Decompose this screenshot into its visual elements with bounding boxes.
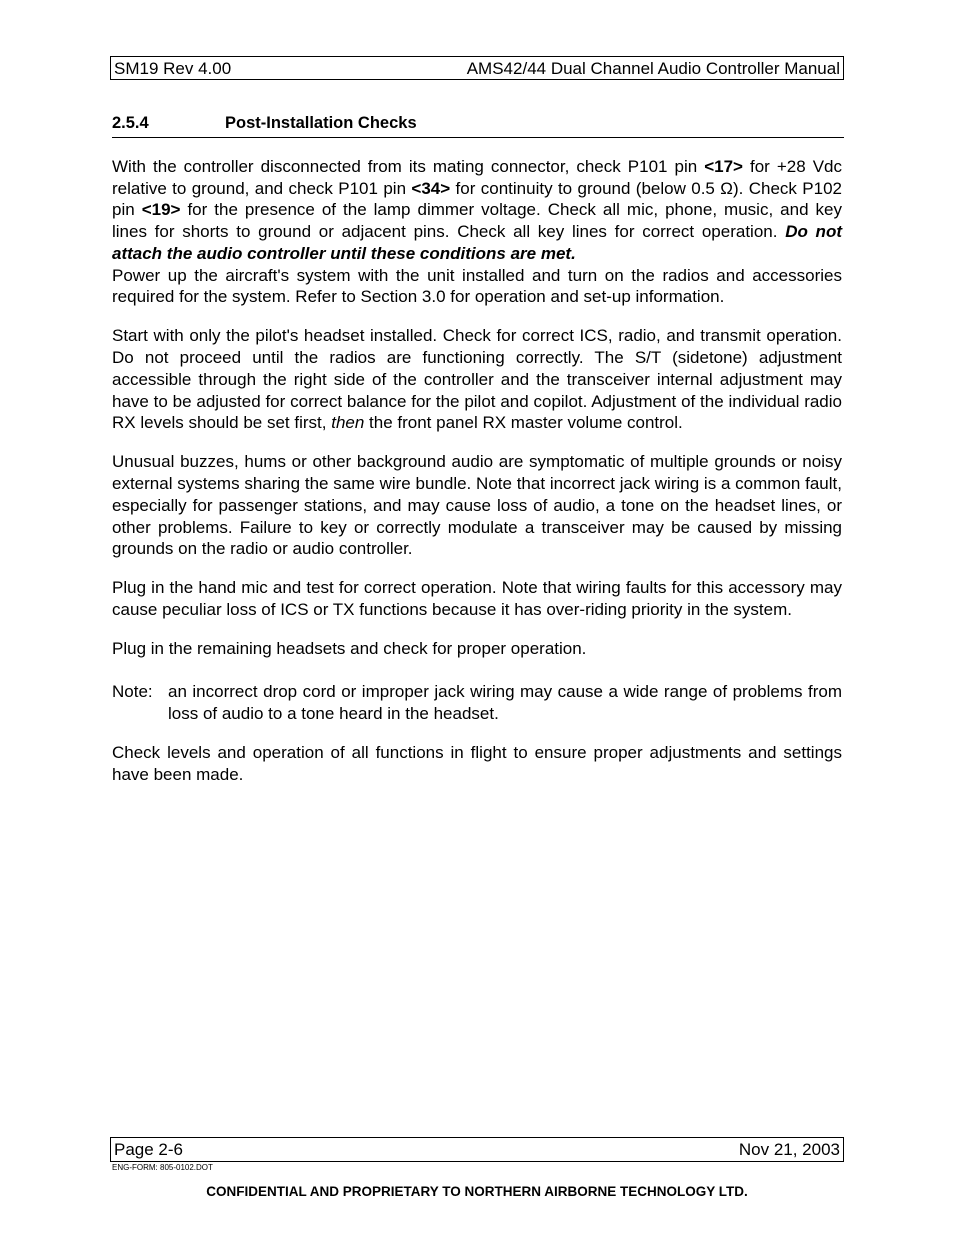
paragraph-background-audio: Unusual buzzes, hums or other background audio are symptomatic of multiple grounds or noisy external systems sharing the same wire bundle. Note that incorrect jack wiring is a common fault, especially for passenger stations, and may cause loss of audio, a tone on the headset lines, or other problems. Failure to key or correctly modulate a transceiver may be caused by missing grounds on the radio or audio controller. [112,452,842,559]
document-title: AMS42/44 Dual Channel Audio Controller Manual [466,59,840,78]
paragraph-hand-mic: Plug in the hand mic and test for correct operation. Note that wiring faults for this accessory may cause peculiar loss of ICS or TX functions because it has over-riding priority in the system. [112,578,842,620]
revision-date: Nov 21, 2003 [738,1140,840,1159]
text-run: the front panel RX master volume control. [364,413,683,433]
form-id: ENG-FORM: 805-0102.DOT [112,1163,213,1172]
body-content [112,156,842,785]
note-label: Note: [112,682,153,702]
section-heading [112,114,844,138]
confidentiality-notice: CONFIDENTIAL AND PROPRIETARY TO NORTHERN AIRBORNE TECHNOLOGY LTD. [206,1184,748,1199]
text-run: for continuity to ground (below 0.5 Ω). Check P102 pin [112,178,842,220]
page-footer [110,1137,844,1162]
text-run: Start with only the pilot's headset installed. Check for correct ICS, radio, and transmit operation. Do not proceed until the radios are functioning correctly. The S/T (sidetone) adjustment accessible through the right side of the controller and the transceiver internal adjustment may have to be adjusted for correct balance for the pilot and copilot. Adjustment of the individual radio RX levels should be set first, [112,326,842,433]
warning-text: Do not attach the audio controller until these conditions are met. [112,222,842,263]
note-block [112,681,842,724]
section-title: Post-Installation Checks [225,114,417,132]
paragraph-power-up: Power up the aircraft's system with the unit installed and turn on the radios and accessories required for the system. Refer to Section 3.0 for operation and set-up information. [112,265,842,307]
page-number: Page 2-6 [114,1140,183,1159]
document-id: SM19 Rev 4.00 [114,59,232,78]
text-run: for the presence of the lamp dimmer voltage. Check all mic, phone, music, and key lines for shorts to ground or adjacent pins. Check all key lines for correct operation. [112,200,842,242]
pin-17: <17> [704,157,743,176]
emphasis-then: then [331,413,365,433]
pin-34: <34> [411,178,451,198]
pin-19: <19> [141,200,181,220]
paragraph-connector-checks [112,156,842,265]
paragraph-flight-check: Check levels and operation of all functions in flight to ensure proper adjustments and settings have been made. [112,742,842,784]
note-text: an incorrect drop cord or improper jack wiring may cause a wide range of problems from loss of audio to a tone heard in the headset. [168,682,842,723]
text-run: With the controller disconnected from its mating connector, check P101 pin [112,157,705,176]
paragraph-pilot-headset [112,325,842,434]
paragraph-remaining-headsets: Plug in the remaining headsets and check for proper operation. [112,639,587,659]
section-number: 2.5.4 [112,114,149,132]
page-header [110,56,844,80]
text-run: for +28 Vdc relative to ground, and check P101 pin [112,157,843,198]
